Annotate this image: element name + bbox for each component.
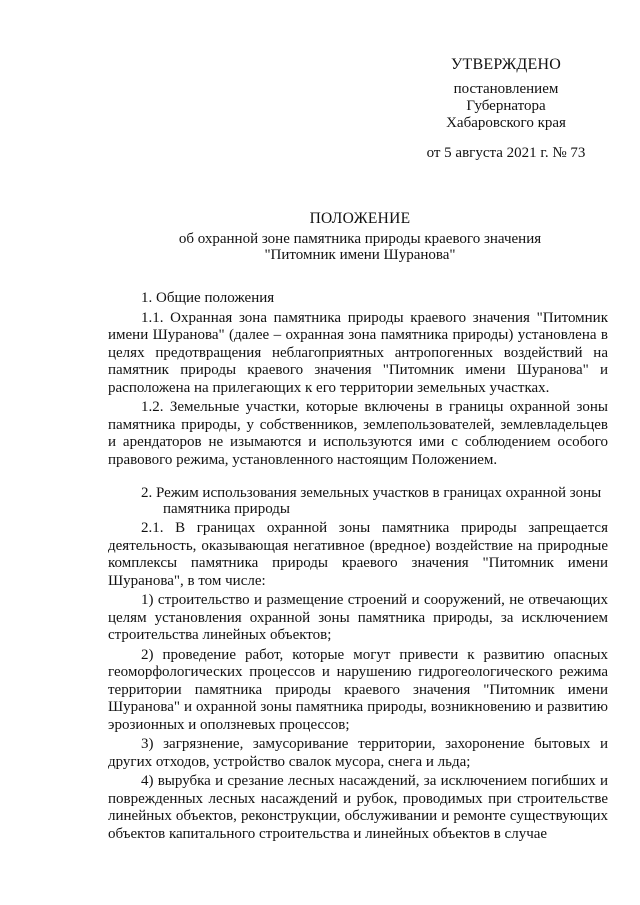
title-line-1: об охранной зоне памятника природы краевого значения bbox=[178, 231, 542, 247]
list-item-2: 2) проведение работ, которые могут привести к развитию опасных геоморфологических процессов и нарушению гидрогеологического режима территории памятника природы краевого значения "Питомник имени Шуранова" и охранной зоны памятника природы, возникновению и развитию эрозионных и оползневых процессов; bbox=[108, 646, 608, 733]
section-2-heading-line-2: памятника природы bbox=[163, 500, 290, 517]
approval-line-3: Хабаровского края bbox=[446, 115, 566, 131]
approval-line-1: постановлением bbox=[453, 81, 559, 97]
approval-line-2: Губернатора bbox=[466, 98, 546, 114]
document-title bbox=[100, 211, 620, 263]
title-line-2: "Питомник имени Шуранова" bbox=[264, 247, 456, 263]
list-item-4: 4) вырубка и срезание лесных насаждений, за исключением погибших и поврежденных лесных насаждений и рубок, проводимых при строительстве линейных объектов, реконструкции, обслуживании и ремонте существующих объектов капитального строительства и линейных объектов в случае bbox=[108, 773, 608, 842]
paragraph-2-1: 2.1. В границах охранной зоны памятника природы запрещается деятельность, оказывающая негативное (вредное) воздействие на природные комплексы памятника природы краевого значения "Питомник имени Шуранова", в том числе: bbox=[108, 520, 608, 589]
section-1-heading: 1. Общие положения bbox=[141, 290, 275, 306]
approval-heading: УТВЕРЖДЕНО bbox=[450, 56, 561, 73]
list-item-3: 3) загрязнение, замусоривание территории, захоронение бытовых и других отходов, устройство свалок мусора, снега и льда; bbox=[108, 736, 608, 770]
approval-date: от 5 августа 2021 г. № 73 bbox=[426, 145, 586, 161]
paragraph-1-2: 1.2. Земельные участки, которые включены в границы охранной зоны памятника природы, у собственников, землепользователей, землевладельцев и арендаторов не изымаются и используются ими с соблюдением особого правового режима, установленного настоящим Положением. bbox=[108, 399, 608, 468]
section-2-heading-line-1: 2. Режим использования земельных участков в границах охранной зоны bbox=[141, 485, 602, 501]
paragraph-1-1: 1.1. Охранная зона памятника природы краевого значения "Питомник имени Шуранова" (далее – охранная зона памятника природы) установлена в целях предотвращения неблагоприятных антропогенных воздействий на памятник природы краевого значения "Питомник имени Шуранова" и расположена на прилегающих к его территории земельных участках. bbox=[108, 309, 608, 396]
approval-stamp bbox=[412, 56, 600, 162]
title-main: ПОЛОЖЕНИЕ bbox=[309, 210, 411, 227]
list-item-1: 1) строительство и размещение строений и сооружений, не отвечающих целям установления охранной зоны памятника природы, за исключением строительства линейных объектов; bbox=[108, 592, 608, 643]
document-body bbox=[108, 290, 608, 843]
